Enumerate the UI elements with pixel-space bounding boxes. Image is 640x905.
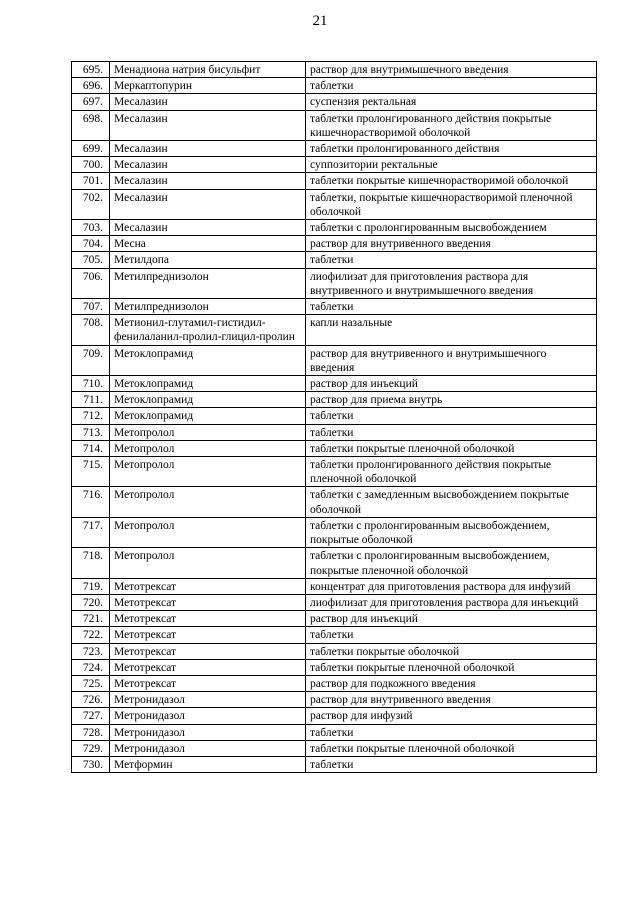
dosage-form: таблетки xyxy=(306,627,597,643)
dosage-form: суспензия ректальная xyxy=(306,94,597,110)
row-number: 726. xyxy=(72,692,110,708)
table-row xyxy=(72,548,597,578)
row-number: 717. xyxy=(72,517,110,547)
drug-name: Метопролол xyxy=(110,517,306,547)
row-number: 707. xyxy=(72,299,110,315)
dosage-form: раствор для внутривенного введения xyxy=(306,236,597,252)
dosage-form: капли назальные xyxy=(306,315,597,345)
table-row xyxy=(72,424,597,440)
dosage-form: таблетки xyxy=(306,724,597,740)
row-number: 709. xyxy=(72,345,110,375)
dosage-form: таблетки xyxy=(306,424,597,440)
table-row xyxy=(72,110,597,140)
table-row xyxy=(72,724,597,740)
table-row xyxy=(72,740,597,756)
table-row xyxy=(72,268,597,298)
drug-name: Метилдопа xyxy=(110,252,306,268)
table-row xyxy=(72,252,597,268)
drug-name: Метилпреднизолон xyxy=(110,268,306,298)
drug-name: Метионил-глутамил-гистидил-фенилаланил-пролил-глицил-пролин xyxy=(110,315,306,345)
drug-name: Метотрексат xyxy=(110,611,306,627)
row-number: 710. xyxy=(72,376,110,392)
drug-name: Метоклопрамид xyxy=(110,376,306,392)
dosage-form: таблетки xyxy=(306,252,597,268)
drug-name: Метоклопрамид xyxy=(110,408,306,424)
dosage-form: таблетки покрытые оболочкой xyxy=(306,643,597,659)
drug-name: Месалазин xyxy=(110,157,306,173)
row-number: 724. xyxy=(72,659,110,675)
table-row xyxy=(72,62,597,78)
dosage-form: таблетки пролонгированного действия покрытые пленочной оболочкой xyxy=(306,457,597,487)
table-row xyxy=(72,627,597,643)
table-row xyxy=(72,659,597,675)
row-number: 712. xyxy=(72,408,110,424)
table-row xyxy=(72,315,597,345)
dosage-form: раствор для внутривенного и внутримышечного введения xyxy=(306,345,597,375)
table-row xyxy=(72,517,597,547)
row-number: 722. xyxy=(72,627,110,643)
table-row xyxy=(72,708,597,724)
drug-name: Метоклопрамид xyxy=(110,392,306,408)
dosage-form: таблетки пролонгированного действия xyxy=(306,141,597,157)
table-row xyxy=(72,141,597,157)
dosage-form: таблетки покрытые пленочной оболочкой xyxy=(306,659,597,675)
dosage-form: таблетки xyxy=(306,299,597,315)
row-number: 720. xyxy=(72,594,110,610)
table-row xyxy=(72,675,597,691)
row-number: 730. xyxy=(72,756,110,772)
table-row xyxy=(72,756,597,772)
table-row xyxy=(72,440,597,456)
table-row xyxy=(72,173,597,189)
row-number: 723. xyxy=(72,643,110,659)
row-number: 701. xyxy=(72,173,110,189)
table-row xyxy=(72,457,597,487)
dosage-form: таблетки xyxy=(306,408,597,424)
drug-name: Метотрексат xyxy=(110,675,306,691)
drug-name: Метотрексат xyxy=(110,627,306,643)
dosage-form: таблетки с замедленным высвобождением покрытые оболочкой xyxy=(306,487,597,517)
dosage-form: таблетки, покрытые кишечнорастворимой пленочной оболочкой xyxy=(306,189,597,219)
drug-name: Метопролол xyxy=(110,424,306,440)
row-number: 713. xyxy=(72,424,110,440)
page-number: 21 xyxy=(312,13,328,29)
dosage-form: концентрат для приготовления раствора для инфузий xyxy=(306,578,597,594)
drug-name: Метотрексат xyxy=(110,659,306,675)
drug-name: Метотрексат xyxy=(110,578,306,594)
dosage-form: таблетки с пролонгированным высвобождением, покрытые оболочкой xyxy=(306,517,597,547)
dosage-form: таблетки xyxy=(306,756,597,772)
table-row xyxy=(72,578,597,594)
row-number: 702. xyxy=(72,189,110,219)
drug-name: Месалазин xyxy=(110,94,306,110)
table-row xyxy=(72,643,597,659)
dosage-form: раствор для приема внутрь xyxy=(306,392,597,408)
table-row xyxy=(72,236,597,252)
table-row xyxy=(72,157,597,173)
row-number: 715. xyxy=(72,457,110,487)
drug-name: Метотрексат xyxy=(110,643,306,659)
dosage-form: раствор для инъекций xyxy=(306,611,597,627)
drug-name: Метопролол xyxy=(110,487,306,517)
table-row xyxy=(72,189,597,219)
drug-name: Месалазин xyxy=(110,141,306,157)
dosage-form: таблетки покрытые пленочной оболочкой xyxy=(306,440,597,456)
drug-name: Метоклопрамид xyxy=(110,345,306,375)
row-number: 696. xyxy=(72,78,110,94)
row-number: 721. xyxy=(72,611,110,627)
row-number: 728. xyxy=(72,724,110,740)
dosage-form: таблетки с пролонгированным высвобождением xyxy=(306,220,597,236)
drug-name: Меркаптопурин xyxy=(110,78,306,94)
row-number: 695. xyxy=(72,62,110,78)
row-number: 711. xyxy=(72,392,110,408)
dosage-form: суппозитории ректальные xyxy=(306,157,597,173)
drug-name: Метопролол xyxy=(110,548,306,578)
row-number: 706. xyxy=(72,268,110,298)
row-number: 697. xyxy=(72,94,110,110)
row-number: 714. xyxy=(72,440,110,456)
table-body xyxy=(72,62,597,773)
dosage-form: лиофилизат для приготовления раствора для инъекций xyxy=(306,594,597,610)
table-row xyxy=(72,408,597,424)
drug-name: Метотрексат xyxy=(110,594,306,610)
row-number: 698. xyxy=(72,110,110,140)
table-row xyxy=(72,299,597,315)
row-number: 718. xyxy=(72,548,110,578)
drug-name: Метронидазол xyxy=(110,692,306,708)
table-row xyxy=(72,94,597,110)
drug-name: Менадиона натрия бисульфит xyxy=(110,62,306,78)
drug-name: Месалазин xyxy=(110,189,306,219)
table-row xyxy=(72,487,597,517)
drug-name: Метронидазол xyxy=(110,724,306,740)
row-number: 705. xyxy=(72,252,110,268)
table-row xyxy=(72,78,597,94)
drug-name: Метронидазол xyxy=(110,740,306,756)
drug-table xyxy=(71,61,597,773)
drug-name: Метопролол xyxy=(110,440,306,456)
dosage-form: раствор для внутримышечного введения xyxy=(306,62,597,78)
drug-name: Метформин xyxy=(110,756,306,772)
dosage-form: раствор для внутривенного введения xyxy=(306,692,597,708)
table-row xyxy=(72,376,597,392)
table-row xyxy=(72,611,597,627)
dosage-form: таблетки покрытые пленочной оболочкой xyxy=(306,740,597,756)
row-number: 729. xyxy=(72,740,110,756)
row-number: 727. xyxy=(72,708,110,724)
drug-name: Месалазин xyxy=(110,110,306,140)
drug-name: Месна xyxy=(110,236,306,252)
drug-name: Месалазин xyxy=(110,220,306,236)
table-row xyxy=(72,345,597,375)
drug-name: Метронидазол xyxy=(110,708,306,724)
table-row xyxy=(72,392,597,408)
dosage-form: таблетки покрытые кишечнорастворимой оболочкой xyxy=(306,173,597,189)
dosage-form: раствор для инъекций xyxy=(306,376,597,392)
table-row xyxy=(72,220,597,236)
dosage-form: таблетки xyxy=(306,78,597,94)
dosage-form: раствор для подкожного введения xyxy=(306,675,597,691)
row-number: 700. xyxy=(72,157,110,173)
dosage-form: таблетки с пролонгированным высвобождением, покрытые пленочной оболочкой xyxy=(306,548,597,578)
row-number: 704. xyxy=(72,236,110,252)
drug-name: Месалазин xyxy=(110,173,306,189)
row-number: 699. xyxy=(72,141,110,157)
row-number: 708. xyxy=(72,315,110,345)
table-row xyxy=(72,594,597,610)
dosage-form: раствор для инфузий xyxy=(306,708,597,724)
table-row xyxy=(72,692,597,708)
dosage-form: таблетки пролонгированного действия покрытые кишечнорастворимой оболочкой xyxy=(306,110,597,140)
dosage-form: лиофилизат для приготовления раствора для внутривенного и внутримышечного введения xyxy=(306,268,597,298)
row-number: 703. xyxy=(72,220,110,236)
row-number: 719. xyxy=(72,578,110,594)
drug-name: Метопролол xyxy=(110,457,306,487)
row-number: 725. xyxy=(72,675,110,691)
drug-name: Метилпреднизолон xyxy=(110,299,306,315)
row-number: 716. xyxy=(72,487,110,517)
